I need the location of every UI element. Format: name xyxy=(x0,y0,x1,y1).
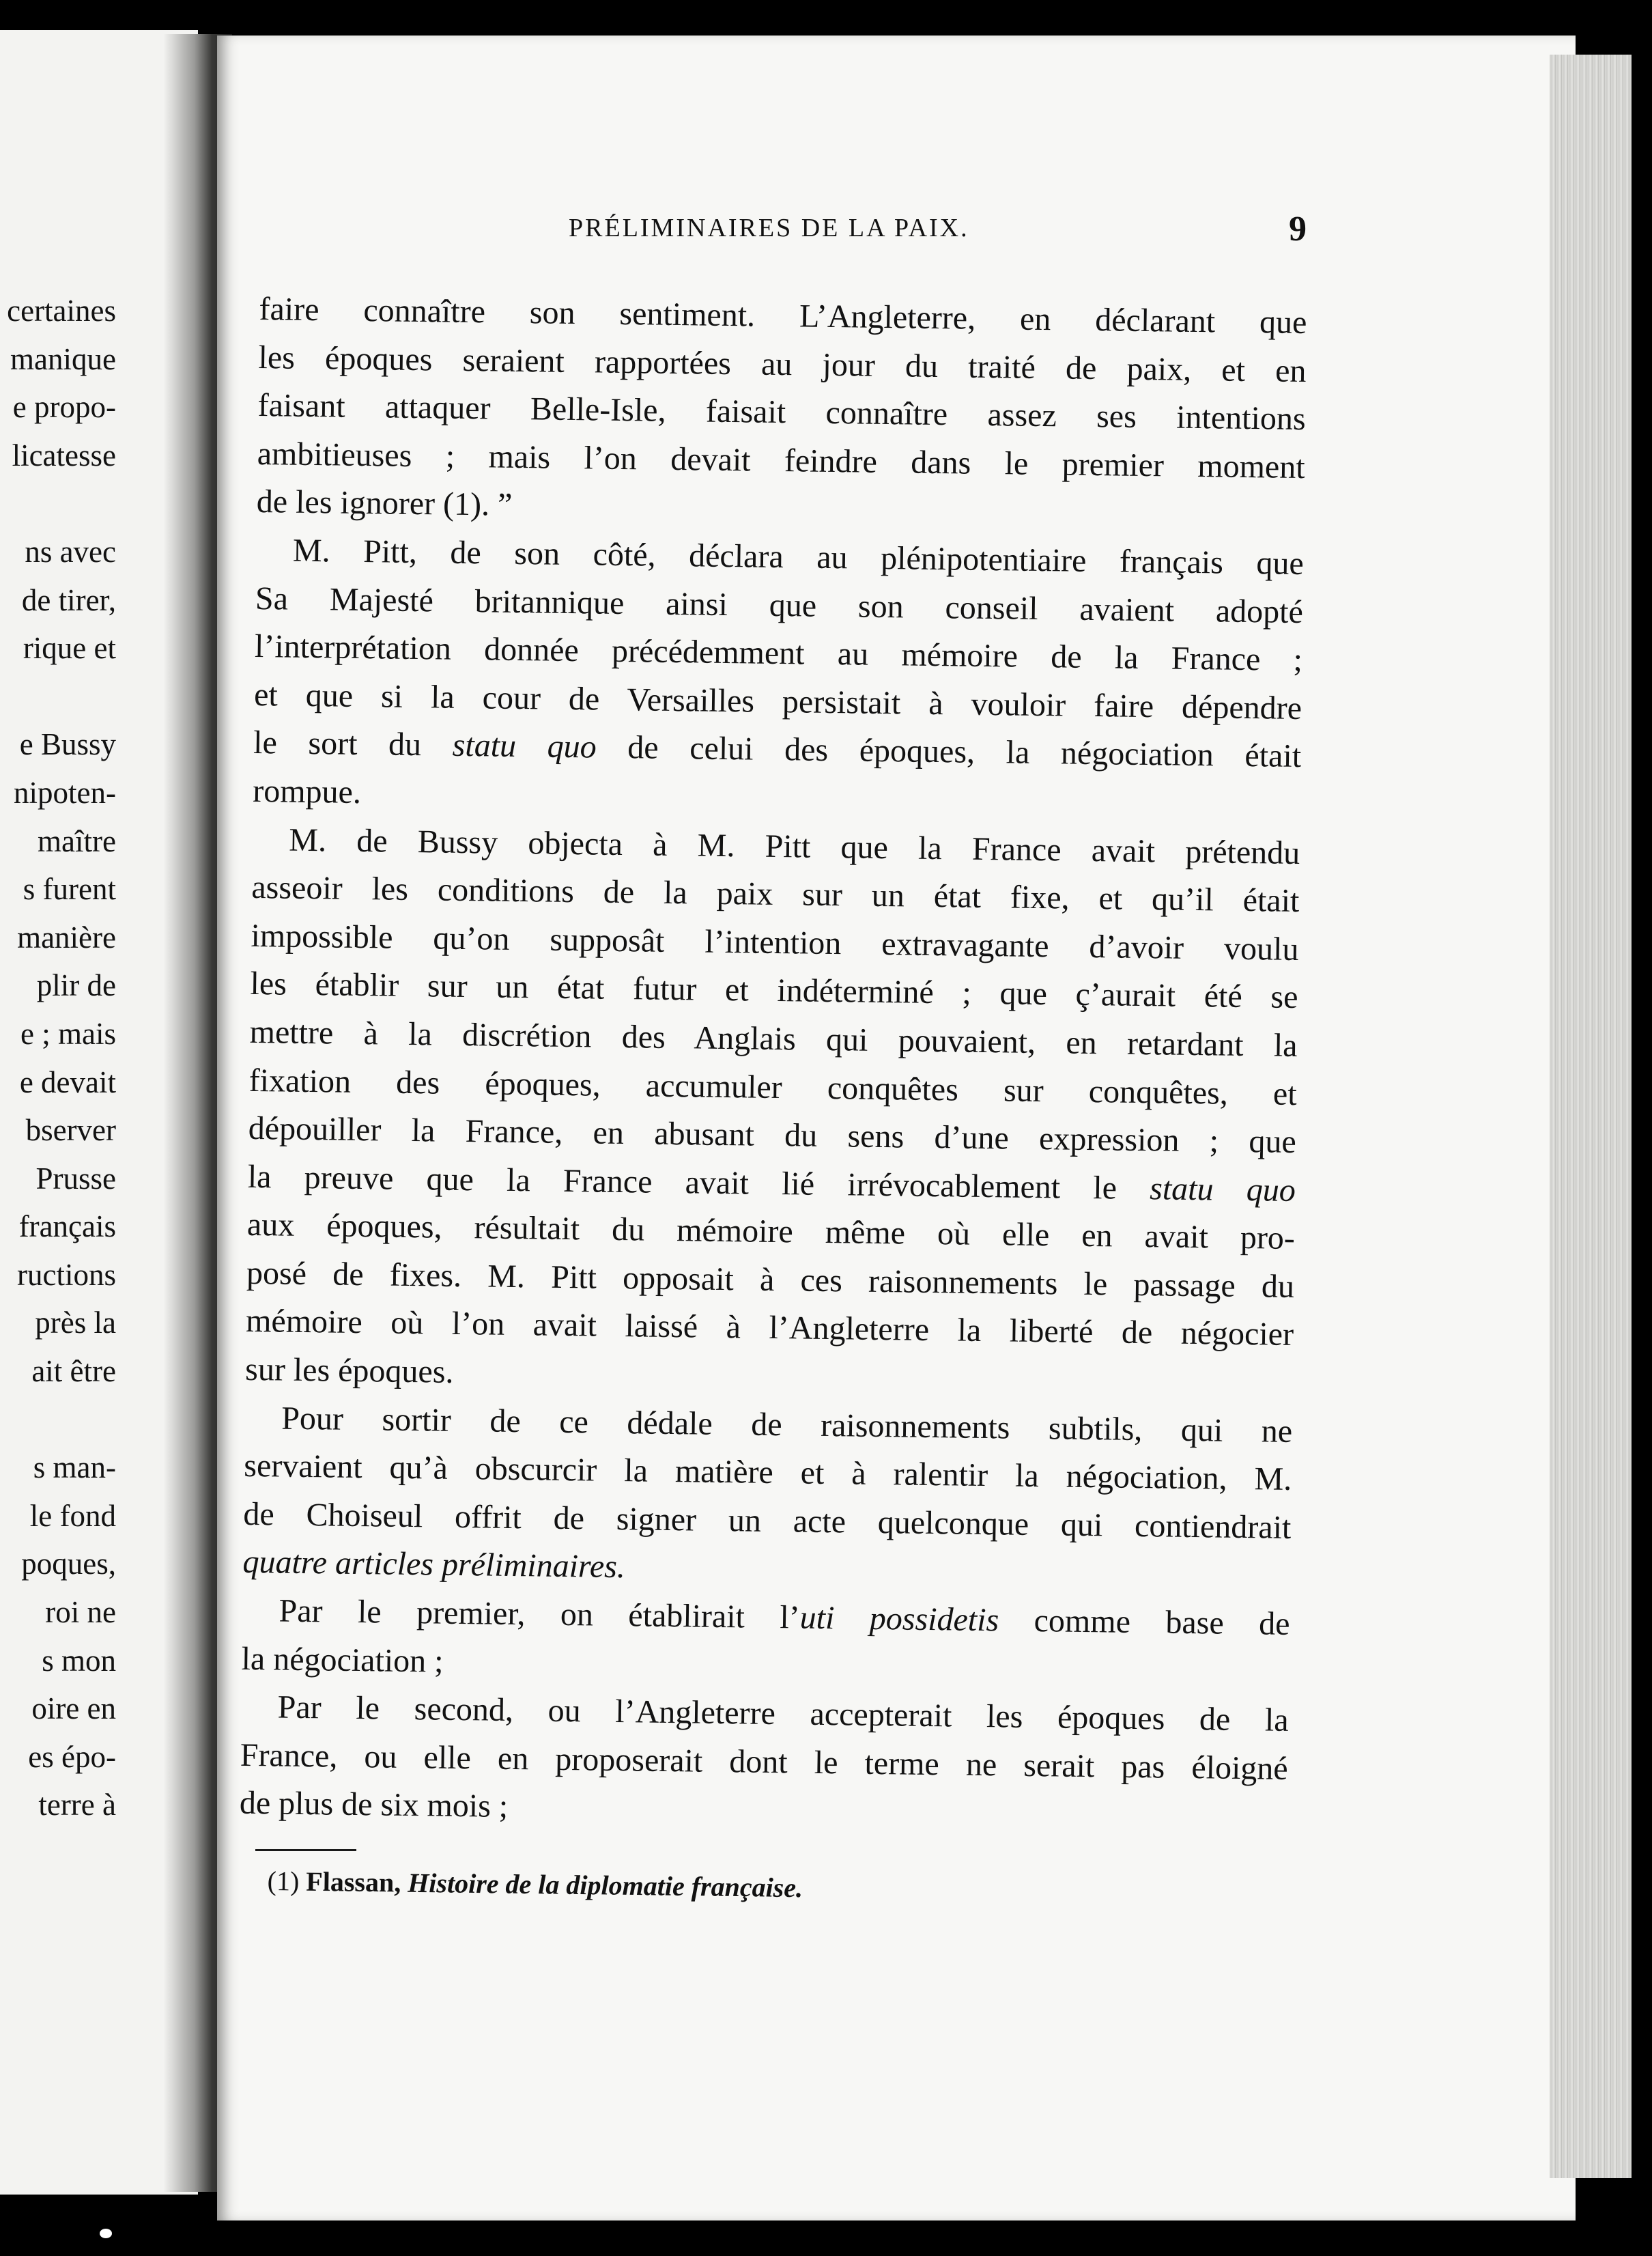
text-line: Sa Majesté britannique ainsi que son conseil avaient adopté xyxy=(255,580,1304,630)
left-page-fragment: le fond xyxy=(29,1498,116,1533)
text-line: mémoire où l’on avait laissé à l’Angleterre la liberté de négocier xyxy=(245,1303,1294,1353)
left-page-fragment: manique xyxy=(10,341,116,376)
text-line: asseoir les conditions de la paix sur un état fixe, et qu’il était xyxy=(251,869,1300,920)
text-line: aux époques, résultait du mémoire même où elle en avait pro- xyxy=(246,1207,1296,1257)
paragraph-gap xyxy=(0,1396,116,1444)
text-line: de les ignorer (1). ” xyxy=(256,483,513,524)
left-page-fragment: Prusse xyxy=(35,1161,116,1196)
italic-phrase: statu quo xyxy=(452,727,597,765)
left-page-fragment: plir de xyxy=(36,968,116,1003)
footnote-work-title: Histoire de la diplomatie française. xyxy=(407,1867,803,1904)
left-page-fragment: terre à xyxy=(38,1788,116,1822)
italic-phrase: uti possidetis xyxy=(799,1599,999,1639)
body-text xyxy=(239,285,1307,1842)
text-line: M. de Bussy objecta à M. Pitt que la France avait prétendu xyxy=(289,821,1300,871)
text-line: Pour sortir de ce dédale de raisonnements subtils, qui ne xyxy=(281,1400,1293,1450)
left-page-fragment: poques, xyxy=(21,1547,116,1581)
left-page-fragment: nipoten- xyxy=(14,775,116,810)
text-line: Par le second, ou l’Angleterre accepterait les époques de la xyxy=(277,1689,1289,1739)
text-line: ambitieuses ; mais l’on devait feindre dans le premier moment xyxy=(257,435,1305,485)
text-line: M. Pitt, de son côté, déclara au plénipotentiaire français que xyxy=(292,532,1305,582)
text-line: mettre à la discrétion des Anglais qui pouvaient, en retardant la xyxy=(249,1013,1298,1064)
left-page-fragment: français xyxy=(18,1209,116,1244)
text-line: servaient qu’à obscurcir la matière et à ralentir la négociation, M. xyxy=(244,1448,1292,1498)
text-segment: comme base de xyxy=(1034,1603,1290,1642)
left-page-fragment: roi ne xyxy=(45,1595,116,1630)
page-edges xyxy=(1550,55,1632,2178)
left-page-fragment: es épo- xyxy=(28,1739,116,1774)
footnote-marker: (1) xyxy=(267,1865,300,1897)
italic-phrase: quatre articles préliminaires. xyxy=(242,1544,626,1585)
text-line: de Choiseul offrit de signer un acte quelconque qui contiendrait xyxy=(243,1495,1292,1546)
italic-phrase: statu quo xyxy=(1149,1170,1296,1209)
left-page-fragment: s furent xyxy=(23,872,116,907)
left-page-fragment: rique et xyxy=(23,631,116,666)
text-line: sur les époques. xyxy=(244,1351,454,1390)
left-page-fragment: e Bussy xyxy=(19,727,116,762)
left-page-fragment: bserver xyxy=(25,1113,116,1148)
left-page-fragment: ait être xyxy=(31,1354,116,1389)
text-segment: le sort du xyxy=(253,724,422,763)
text-segment: de celui des époques, la négociation était xyxy=(627,729,1302,775)
left-page-fragment: oire en xyxy=(31,1691,116,1726)
running-head: PRÉLIMINAIRES DE LA PAIX. xyxy=(569,214,969,242)
left-page-fragment: ructions xyxy=(17,1257,116,1292)
text-line: fixation des époques, accumuler conquêtes sur conquêtes, et xyxy=(248,1062,1297,1112)
left-page-fragment: certaines xyxy=(7,294,116,328)
text-line: France, ou elle en proposerait dont le terme ne serait pas éloigné xyxy=(240,1736,1289,1787)
text-line: rompue. xyxy=(252,772,362,810)
left-page-fragment: e propo- xyxy=(12,390,116,425)
text-line: faisant attaquer Belle-Isle, faisait connaître assez ses intentions xyxy=(257,387,1306,438)
text-line: faire connaître son sentiment. L’Angleterre, en déclarant que xyxy=(259,290,1307,341)
left-page-fragment: e devait xyxy=(19,1064,116,1099)
paragraph-gap xyxy=(0,479,116,528)
left-page-fragment: e ; mais xyxy=(20,1016,116,1051)
text-line: l’interprétation donnée précédemment au mémoire de la France ; xyxy=(254,628,1303,679)
left-page-fragment: ns avec xyxy=(25,534,116,569)
text-line: les établir sur un état futur et indéterminé ; que ç’aurait été se xyxy=(250,965,1298,1016)
left-page-fragment: licatesse xyxy=(12,438,116,473)
scan-speck xyxy=(100,2229,112,2238)
page-number: 9 xyxy=(1289,210,1307,249)
left-page-text-fragments xyxy=(0,287,116,1829)
text-line: la négociation ; xyxy=(241,1640,444,1680)
paragraph-gap xyxy=(0,673,116,721)
left-page-fragment: manière xyxy=(17,920,116,955)
left-page-fragment: s mon xyxy=(42,1643,116,1678)
left-page-fragment: près la xyxy=(35,1306,116,1340)
text-line: impossible qu’on supposât l’intention extravagante d’avoir voulu xyxy=(251,917,1299,968)
left-page-fragment: s man- xyxy=(33,1450,116,1485)
text-segment: Par le premier, on établirait l’ xyxy=(279,1592,801,1636)
text-segment: la preuve que la France avait lié irrévocablement le xyxy=(247,1158,1117,1207)
left-page-fragment: maître xyxy=(38,823,116,858)
text-line: de plus de six mois ; xyxy=(239,1785,509,1825)
footnote-author: Flassan, xyxy=(306,1865,401,1898)
footnote-rule xyxy=(255,1849,356,1851)
text-line: les époques seraient rapportées au jour du traité de paix, et en xyxy=(258,339,1307,389)
text-line: et que si la cour de Versailles persistait à vouloir faire dépendre xyxy=(253,676,1302,727)
text-line: posé de fixes. M. Pitt opposait à ces raisonnements le passage du xyxy=(246,1254,1295,1305)
text-line: dépouiller la France, en abusant du sens d’une expression ; que xyxy=(248,1110,1297,1161)
left-page-fragment: de tirer, xyxy=(21,582,116,617)
